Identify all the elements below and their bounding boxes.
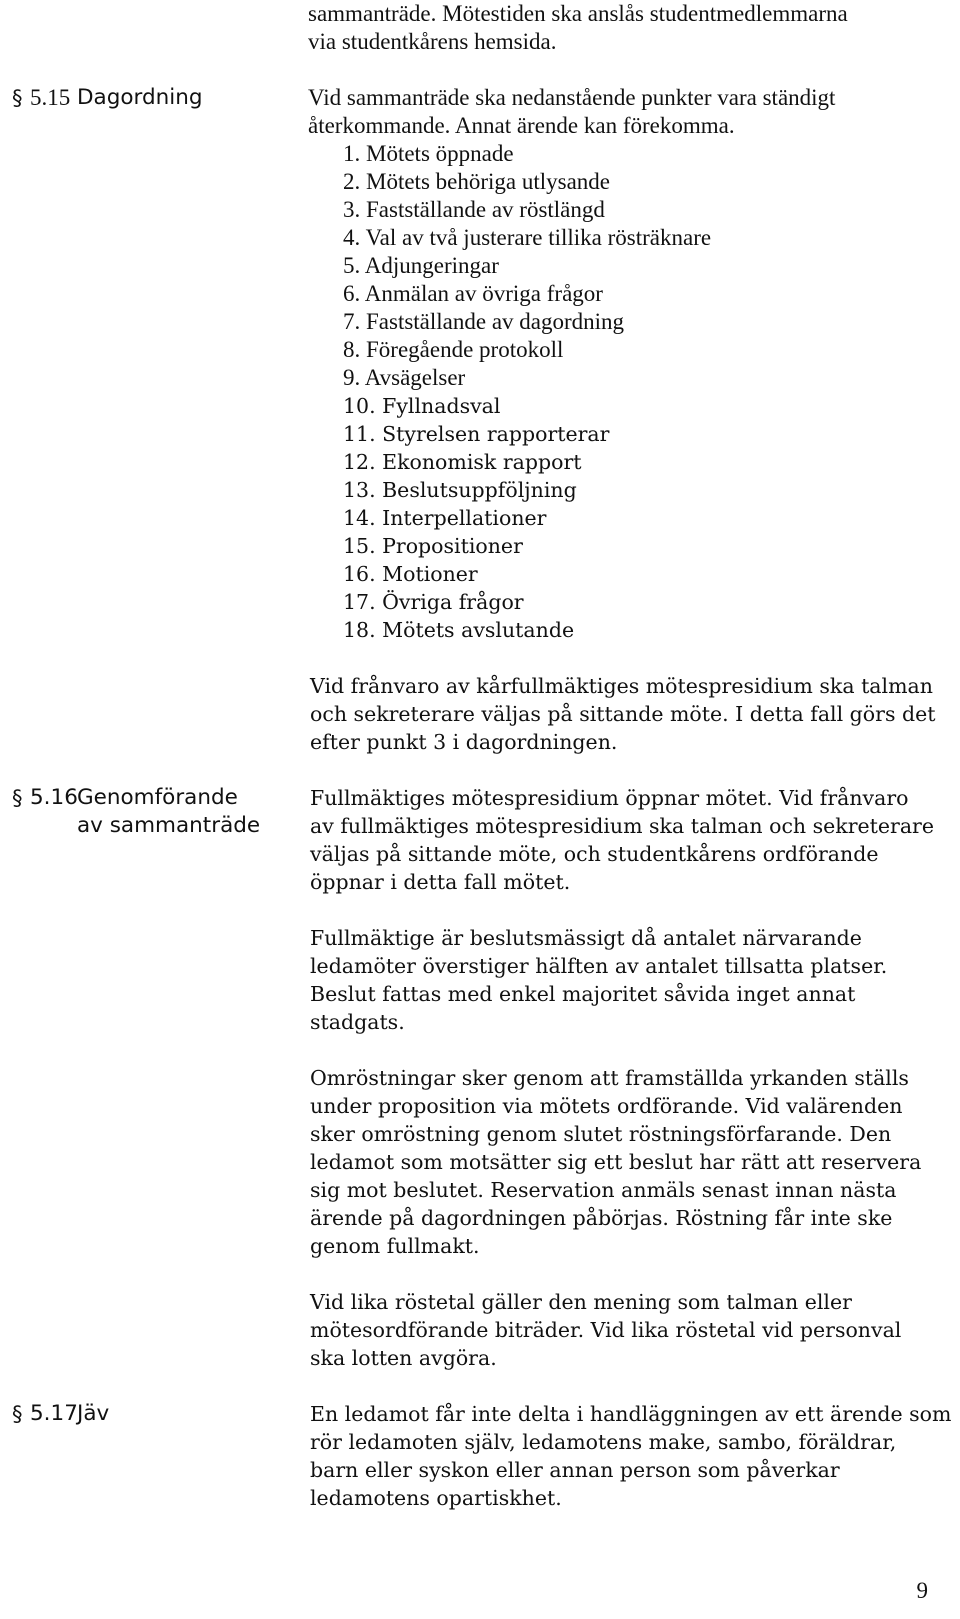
text-line: rör ledamoten själv, ledamotens make, sambo, föräldrar, (310, 1430, 897, 1454)
title-line: Genomförande (77, 785, 238, 810)
agenda-item: 3. Fastställande av röstlängd (343, 197, 605, 222)
text-line: ledamotens opartiskhet. (310, 1486, 562, 1510)
text-line: Fullmäktige är beslutsmässigt då antalet närvarande (310, 926, 862, 950)
section-intro (308, 84, 835, 140)
intro-text (308, 0, 848, 56)
section-number: 5.17 (30, 1401, 78, 1426)
section-number: 5.15 (30, 85, 71, 110)
agenda-item: 16. Motioner (343, 562, 478, 586)
agenda-item: 2. Mötets behöriga utlysande (343, 169, 611, 194)
text-line: och sekreterare väljas på sittande möte. I detta fall görs det (310, 702, 936, 726)
agenda-item: 13. Beslutsuppföljning (343, 478, 577, 502)
section-title: Jäv (77, 1401, 110, 1426)
text-line: barn eller syskon eller annan person som påverkar (310, 1458, 840, 1482)
agenda-item: 15. Propositioner (343, 534, 523, 558)
text-line: ärende på dagordningen påbörjas. Röstning får inte ske (310, 1206, 893, 1230)
section-mark: § (12, 1402, 23, 1426)
text-line: Vid frånvaro av kårfullmäktiges mötespresidium ska talman (310, 674, 933, 698)
text-line: Omröstningar sker genom att framställda yrkanden ställs (310, 1066, 909, 1090)
section-mark: § (12, 86, 23, 110)
agenda-item: 6. Anmälan av övriga frågor (343, 281, 603, 306)
text-line: sig mot beslutet. Reservation anmäls senast innan nästa (310, 1178, 897, 1202)
text-line: via studentkårens hemsida. (308, 29, 557, 54)
section-title (77, 784, 260, 840)
text-line: efter punkt 3 i dagordningen. (310, 730, 618, 754)
section-mark: § (12, 786, 23, 810)
text-line: Beslut fattas med enkel majoritet såvida inget annat (310, 982, 856, 1006)
text-line: stadgats. (310, 1010, 405, 1034)
agenda-item: 7. Fastställande av dagordning (343, 309, 625, 334)
agenda-item: 1. Mötets öppnade (343, 141, 514, 166)
text-line: av fullmäktiges mötespresidium ska talman och sekreterare (310, 814, 934, 838)
text-line: En ledamot får inte delta i handläggningen av ett ärende som (310, 1402, 952, 1426)
text-line: öppnar i detta fall mötet. (310, 870, 571, 894)
agenda-item: 12. Ekonomisk rapport (343, 450, 582, 474)
text-line: genom fullmakt. (310, 1234, 480, 1258)
text-line: återkommande. Annat ärende kan förekomma. (308, 113, 735, 138)
paragraph (310, 924, 887, 1036)
text-line: väljas på sittande möte, och studentkårens ordförande (310, 842, 879, 866)
agenda-list (343, 140, 763, 644)
agenda-item: 18. Mötets avslutande (343, 618, 575, 642)
text-line: ledamöter överstiger hälften av antalet tillsatta platser. (310, 954, 888, 978)
agenda-item: 9. Avsägelser (343, 365, 466, 390)
section-number: 5.16 (30, 785, 78, 810)
paragraph (310, 1064, 921, 1260)
section-note (310, 672, 935, 756)
paragraph (310, 1288, 901, 1372)
agenda-item: 17. Övriga frågor (343, 590, 524, 614)
text-line: under proposition via mötets ordförande. Vid valärenden (310, 1094, 903, 1118)
agenda-item: 11. Styrelsen rapporterar (343, 422, 610, 446)
text-line: ledamot som motsätter sig ett beslut har rätt att reservera (310, 1150, 922, 1174)
page-number: 9 (916, 1578, 928, 1603)
agenda-item: 10. Fyllnadsval (343, 394, 501, 418)
agenda-item: 4. Val av två justerare tillika rösträknare (343, 225, 712, 250)
section-title: Dagordning (77, 85, 203, 110)
agenda-item: 14. Interpellationer (343, 506, 547, 530)
paragraph (310, 784, 934, 896)
agenda-item: 5. Adjungeringar (343, 253, 499, 278)
text-line: Vid lika röstetal gäller den mening som talman eller (310, 1290, 852, 1314)
agenda-item: 8. Föregående protokoll (343, 337, 564, 362)
text-line: sammanträde. Mötestiden ska anslås studentmedlemmarna (308, 1, 848, 26)
text-line: Vid sammanträde ska nedanstående punkter vara ständigt (308, 85, 836, 110)
text-line: ska lotten avgöra. (310, 1346, 497, 1370)
title-line: av sammanträde (77, 813, 261, 838)
text-line: Fullmäktiges mötespresidium öppnar mötet. Vid frånvaro (310, 786, 909, 810)
text-line: mötesordförande biträder. Vid lika röstetal vid personval (310, 1318, 902, 1342)
paragraph (310, 1400, 951, 1512)
text-line: sker omröstning genom slutet röstningsförfarande. Den (310, 1122, 892, 1146)
